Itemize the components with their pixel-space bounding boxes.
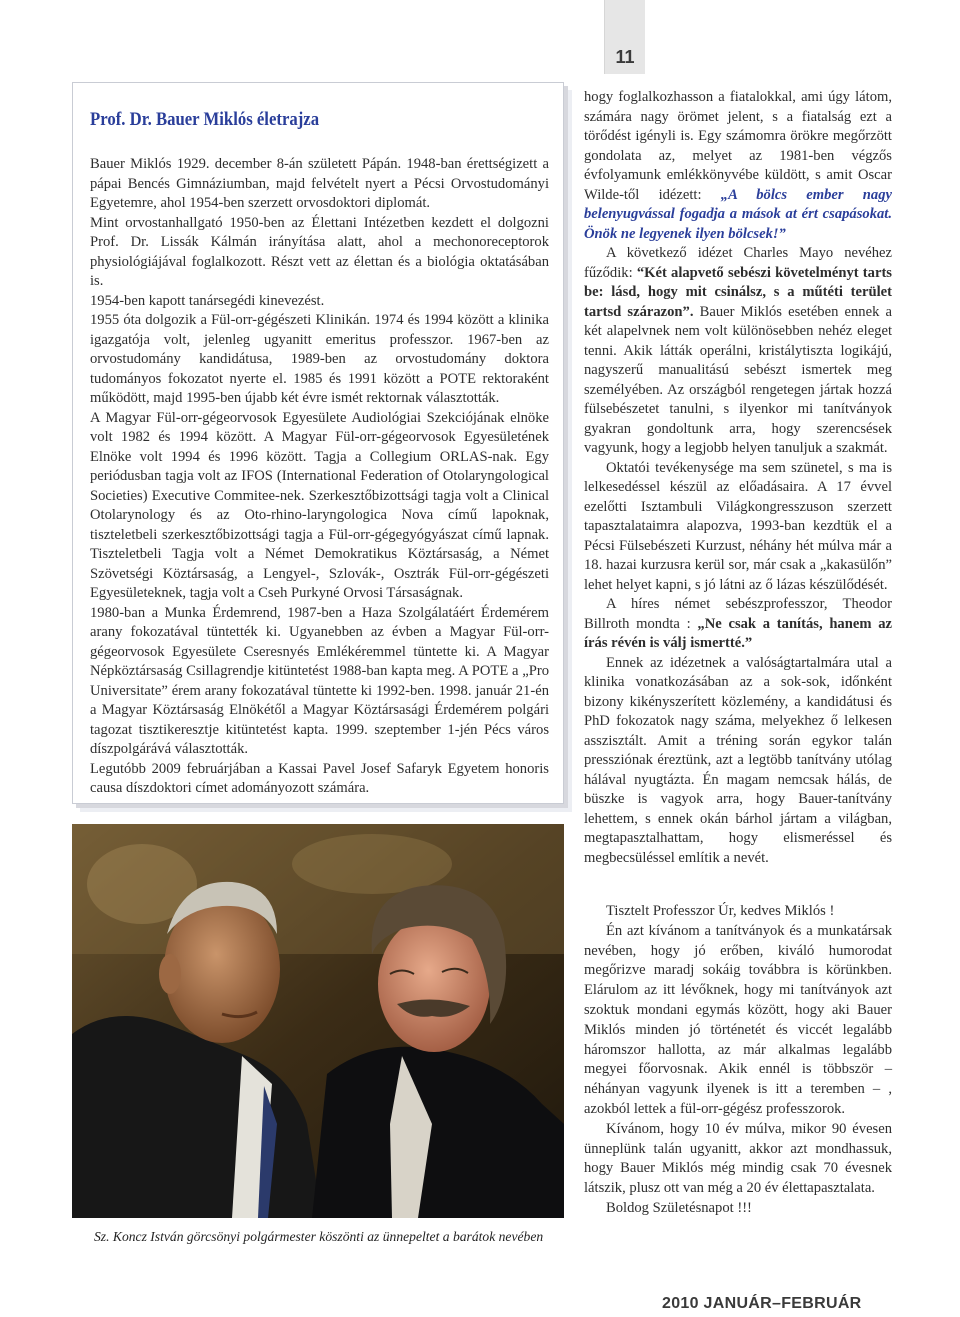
paragraph-text: hogy foglalkozhasson a fiatalokkal, ami úgy látom, számára nagy örömet jelent, s a fiatalság ezt a törődést igényli is. Egy számomra örökre megőrzött gondolata az, melyet az 1981-ben végzős évfolyamunk emlékkönyvébe küldött, s amit Oscar Wilde-től idézett: — [584, 89, 892, 203]
biography-text — [90, 155, 549, 799]
right-column-text — [584, 88, 892, 868]
article-paragraph — [584, 595, 892, 654]
bio-paragraph: 1980-ban a Munka Érdemrend, 1987-ben a Haza Szolgálatáért Érdemérem arany fokozatával tüntették ki. Ugyanebben az évben a Magyar Fül-orr-gégeorvosok Egyesülete Cseresnyés Emlékéremmel tüntette ki. A Magyar Népköztársaság Csillagrendje kitüntetést 1988-ban kapta meg. A POTE a „Pro Universitate” érem arany fokozatával tüntette ki 1992-ben. 1998. január 21-én a Magyar Köztársaság Elnökétől a Magyar Köztársasági Érdemérem polgári tagozat tisztikeresztje kitüntetést kapta. 1999. szeptember 1-jén Pécs város díszpolgárává választották. — [90, 604, 549, 757]
biography-box — [72, 82, 564, 804]
greeting-paragraph: Én azt kívánom a tanítványok és a munkatársak nevében, hogy jó erőben, kiváló humorodat megőrizve maradj sokáig továbbra is körünkben. Elárulom az itt lévőknek, hogy mi tanítványok azt szoktuk mondani egymás között, hogy aki Bauer Miklós minden jó történetét és viccét legalább háromszor hallotta, az már alkalmas legalább megyei főorvosnak. Akik ennél is többször – néhányan vagyunk ilyenek is itt a teremben – , azokból lettek a fül-orr-gégész professzorok. — [584, 922, 892, 1117]
page-number-tab — [604, 0, 645, 74]
bio-paragraph: 1955 óta dolgozik a Fül-orr-gégészeti Klinikán. 1974 és 1994 között a klinika igazgatója volt, jelenleg ugyanitt emeritus professzor. 1967-ben az orvostudomány kandidátusa, 1989-ben az orvostudomány doktora tudományos fokozatot nyerte el. 1985 és 1991 között a POTE rektoraként működött, majd 1995-ben újabb két évre ismét rektornak választották. — [90, 312, 549, 406]
page-number: 11 — [615, 47, 635, 67]
greeting-closing: Boldog Születésnapot !!! — [606, 1199, 752, 1216]
photo-caption: Sz. Koncz István görcsönyi polgármester köszönti az ünnepeltet a barátok nevében — [94, 1229, 544, 1244]
greeting-salutation: Tisztelt Professzor Úr, kedves Miklós ! — [606, 903, 835, 919]
article-paragraph — [584, 244, 892, 459]
article-paragraph: Ennek az idézetnek a valóságtartalmára utal a klinika vonatkozásában az a sok-sok, időnként bizony kikényszerített közlemény, a kandidátusi és PhD fokozatok nagy száma, melyekhez ő lelkesen asszisztált. Amit a tréning során egykor talán pressziónak éreztünk, azt a legtöbb tanítvány utólag hálával nyugtázta. Én magam nemcsak hálás, de büszke is vagyok arra, hogy Bauer-tanítvány lehettem, s ennek okán bárhol jártam a világban, megtapasztalhattam, hogy elismeréssel és megbecsüléssel említik a nevét. — [584, 654, 892, 866]
mayo-quote: “Két alapvető sebészi követelményt tarts be: lásd, hogy mit csinálsz, s a műtéti terület tartsd szárazon”. — [584, 264, 892, 320]
billroth-quote: „Ne csak a tanítás, hanem az írás révén is válj ismertté.” — [584, 615, 892, 651]
photo-illustration — [72, 824, 564, 1218]
bio-paragraph: 1954-ben kapott tanársegédi kinevezést. — [90, 292, 325, 309]
article-paragraph — [584, 88, 892, 244]
article-paragraph: Oktatói tevékenysége ma sem szünetel, s ma is lelkesedéssel készül az előadásaira. A 17 évvel ezelőtti Isztambuli Világkongresszuson szerzett tapasztalataimra alapozva, 1993-ban kezdtük el a Pécsi Fülsebészeti Kurzust, néhány hét múlva már a 18. hazai kurzusra kerül sor, már csak a „kakasülőn” lehet helyet kapni, s jó látni az ő lázas készülődését. — [584, 459, 892, 593]
bio-paragraph: A Magyar Fül-orr-gégeorvosok Egyesülete Audiológiai Szekciójának elnöke volt 1982 és 1994 között. A Magyar Fül-orr-gégeorvosok Egyesületének Elnöke volt 1994 és 1996 között. Tagja a Collegium ORLAS-nak. Egy periódusban tagja volt az IFOS (International Federation of Otolaryngological Societies) Executive Commitee-nek. Szerkesztőbizottsági tagja volt a Clinical Otolarynology és az Oto-rhino-laryngologica Nova című lapoknak, tiszteletbeli szerkesztőbizottsági tagja a Fül-orr-gégegyógyászat című lapnak. Tiszteletbeli Tagja volt a Német Demokratikus Köztársaság, a Német Szövetségi Köztársaság, a Lengyel-, Szlovák-, Osztrák Fül-orr-gégészeti Egyesületeknek, tagja volt a Cseh Purkyné Orvosi Társaságnak. — [90, 409, 549, 601]
celebration-photo — [72, 824, 564, 1218]
bio-paragraph: Legutóbb 2009 februárjában a Kassai Pavel Josef Safaryk Egyetem honoris causa díszdoktori címet adományozott számára. — [90, 760, 549, 796]
bio-paragraph: Mint orvostanhallgató 1950-ben az Élettani Intézetben kezdett el dolgozni Prof. Dr. Lissák Kálmán irányítása alatt, ahol a mechonoreceptorok physiológiájával foglalkozott. Részt vett az élettan és a biológia oktatásában is. — [90, 214, 549, 289]
paragraph-text: A következő idézet Charles Mayo nevéhez fűződik: — [584, 245, 892, 281]
biography-title: Prof. Dr. Bauer Miklós életrajza — [90, 109, 320, 130]
paragraph-text: Bauer Miklós esetében ennek a két alapelvnek nem volt különösebben nehéz eleget tenni. Akik látták operálni, kristálytiszta logikájú, nagyszerű manualitású sebészt ismertek meg személyében. Az országból rengetegen jártak hozzá fülsebészetet tanulni, s ilyenkor mi tanítványok gyakran gondoltunk arra, hogy szerencsések vagyunk, hogy a legjobb helyen tanuljuk a szakmát. — [584, 303, 892, 456]
paragraph-text: A híres német sebészprofesszor, Theodor Billroth mondta : — [584, 596, 892, 632]
greeting-section — [584, 902, 892, 1219]
wilde-quote: „A bölcs ember nagy belenyugvással fogadja a mások at ért csapásokat. Önök ne legyenek ilyen bölcsek!” — [584, 186, 892, 242]
issue-date-footer: 2010 JANUÁR–FEBRUÁR — [662, 1295, 862, 1312]
greeting-paragraph: Kívánom, hogy 10 év múlva, mikor 90 évesen ünneplünk talán ugyanitt, akkor azt mondhassuk, hogy Bauer Miklós még mindig csak 70 évesnek látszik, plusz ott van még a 20 év élettapasztalata. — [584, 1120, 892, 1197]
bio-paragraph: Bauer Miklós 1929. december 8-án született Pápán. 1948-ban érettségizett a pápai Bencés Gimnáziumban, majd felvételt nyert a Pécsi Orvostudományi Egyetemre, ahol 1954-ben szerzett orvosdoktori diplomát. — [90, 156, 549, 211]
